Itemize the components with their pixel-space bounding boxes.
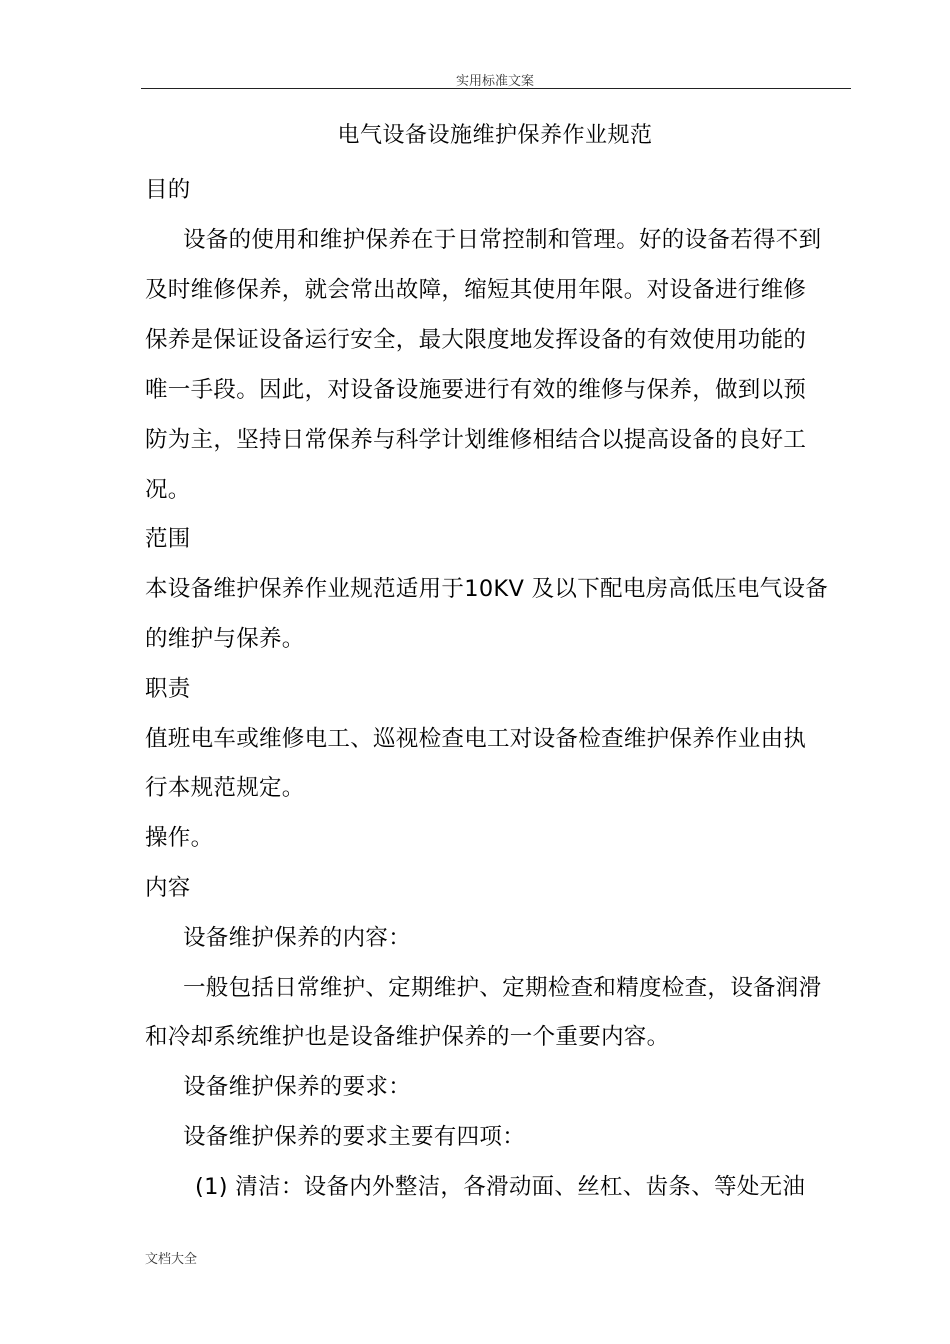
page-footer: 文档大全 <box>145 1252 198 1267</box>
document-title: 电气设备设施维护保养作业规范 <box>337 123 653 148</box>
paragraph-line: 保养是保证设备运行安全，最大限度地发挥设备的有效使用功能的 <box>145 327 807 353</box>
section-heading-content: 内容 <box>145 875 191 901</box>
paragraph-line: 防为主，坚持日常保养与科学计划维修相结合以提高设备的良好工 <box>145 427 807 453</box>
paragraph-line: 一般包括日常维护、定期维护、定期检查和精度检查，设备润滑 <box>183 975 822 1001</box>
section-heading-purpose: 目的 <box>145 177 191 203</box>
paragraph-line: 设备的使用和维护保养在于日常控制和管理。好的设备若得不到 <box>183 227 822 253</box>
paragraph-line: 和冷却系统维护也是设备维护保养的一个重要内容。 <box>145 1024 670 1050</box>
paragraph-line: 行本规范规定。 <box>145 775 305 801</box>
section-heading-duties: 职责 <box>145 676 191 702</box>
header-divider <box>141 88 851 89</box>
paragraph-line: 值班电车或维修电工、巡视检查电工对设备检查维护保养作业由执 <box>145 726 807 752</box>
list-item: (1) 清洁：设备内外整洁，各滑动面、丝杠、齿条、等处无油 <box>195 1174 806 1200</box>
paragraph-line: 唯一手段。因此，对设备设施要进行有效的维修与保养，做到以预 <box>145 377 807 403</box>
subheading-maintenance-content: 设备维护保养的内容： <box>183 925 412 951</box>
page-header: 实用标准文案 <box>455 74 534 89</box>
section-heading-scope: 范围 <box>145 526 191 552</box>
subheading-maintenance-requirements: 设备维护保养的要求： <box>183 1074 412 1100</box>
paragraph-line: 的维护与保养。 <box>145 626 305 652</box>
paragraph-line: 及时维修保养，就会常出故障，缩短其使用年限。对设备进行维修 <box>145 277 807 303</box>
paragraph-line: 况。 <box>145 477 191 503</box>
section-heading-operation: 操作。 <box>145 825 214 851</box>
paragraph-line: 设备维护保养的要求主要有四项： <box>183 1124 526 1150</box>
paragraph-line: 本设备维护保养作业规范适用于10KV 及以下配电房高低压电气设备 <box>145 576 829 602</box>
